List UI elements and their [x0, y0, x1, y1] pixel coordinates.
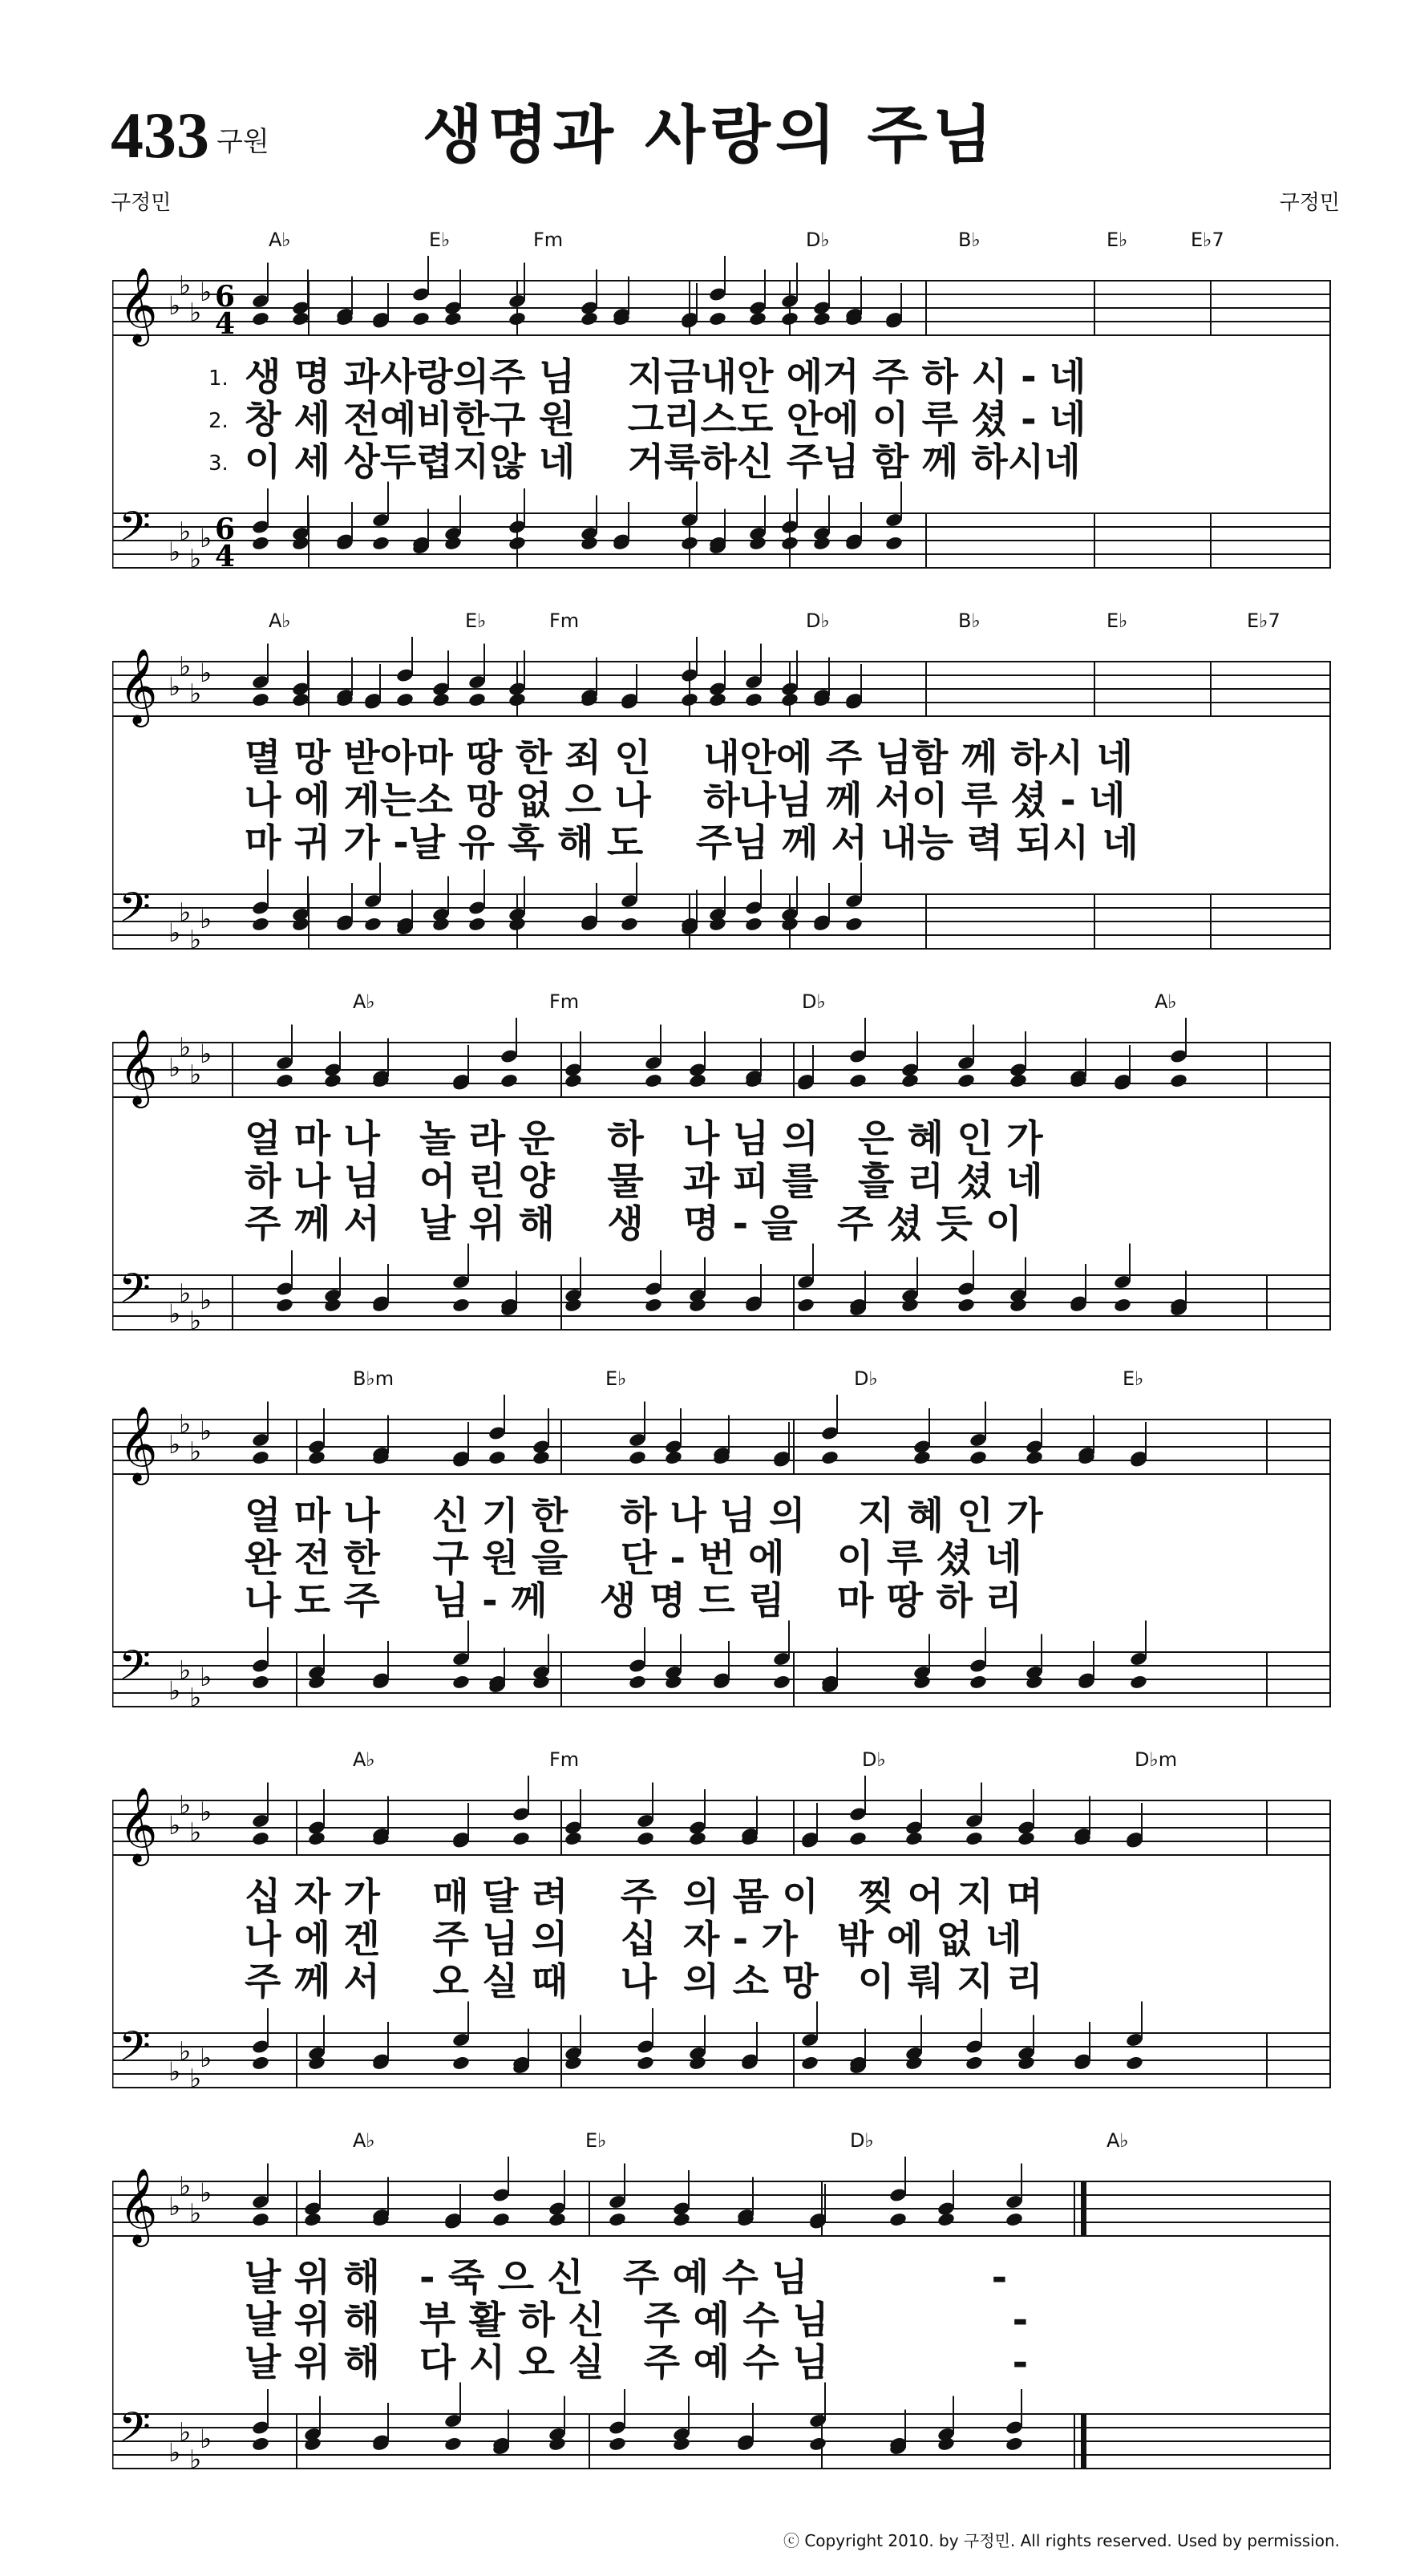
notehead	[744, 916, 763, 932]
lyric-text: 생 명 과사랑의주 님 지금내안 에거 주 하 시 - 네	[245, 355, 1086, 399]
notehead	[508, 692, 527, 708]
notehead	[451, 1674, 471, 1690]
verse-number: 2.	[208, 409, 229, 433]
key-flat-icon: ♭	[189, 2063, 202, 2094]
composer-credit: 구정민	[1279, 191, 1340, 215]
key-flat-icon: ♭	[189, 678, 202, 709]
key-flat-icon: ♭	[168, 2056, 181, 2087]
notehead	[688, 1073, 707, 1089]
copyright-notice: ⓒ Copyright 2010. by 구정민. All rights reserved. Used by permission.	[783, 2531, 1340, 2550]
notehead	[848, 1073, 868, 1089]
notehead	[1005, 2212, 1024, 2228]
chord-symbol: B♭	[958, 610, 981, 632]
key-flat-icon: ♭	[168, 917, 181, 948]
key-flat-icon: ♭	[200, 1662, 212, 1692]
notehead	[708, 692, 727, 708]
key-flat-icon: ♭	[200, 904, 212, 934]
notehead	[780, 535, 799, 551]
key-flat-icon: ♭	[179, 2416, 192, 2448]
music-system	[112, 990, 1331, 1367]
time-signature-denominator: 4	[215, 307, 236, 341]
notehead	[608, 2212, 627, 2228]
bass-clef-icon: 𝄢	[119, 883, 151, 942]
time-signature-numerator: 6	[215, 280, 236, 314]
notehead	[508, 535, 527, 551]
notehead	[275, 1297, 294, 1313]
notehead	[1025, 1450, 1044, 1466]
lyric-text: 나 에 겐 주 님 의 십 자 - 가 밖 에 없 네	[245, 1918, 1022, 1962]
key-flat-icon: ♭	[189, 2444, 202, 2475]
notehead	[411, 311, 431, 327]
chord-symbol: A♭	[1155, 990, 1177, 1013]
music-system	[112, 229, 1331, 606]
notehead	[1005, 2436, 1024, 2452]
lyric-text: 나 도 주 님 - 께 생 명 드 림 마 땅 하 리	[245, 1579, 1022, 1623]
chord-symbol: D♭	[850, 2129, 874, 2152]
notehead	[965, 1831, 984, 1847]
notehead	[251, 1674, 270, 1690]
notehead	[884, 535, 904, 551]
key-flat-icon: ♭	[189, 1817, 202, 1848]
notehead	[580, 311, 599, 327]
treble-clef-icon: 𝄞	[119, 1787, 158, 1863]
chord-symbol: A♭	[269, 229, 291, 251]
bass-clef-icon: 𝄢	[119, 2403, 151, 2461]
treble-clef-icon: 𝄞	[119, 1029, 158, 1105]
key-flat-icon: ♭	[179, 2035, 192, 2067]
chord-symbol: E♭	[1123, 1367, 1144, 1390]
chord-symbol: A♭	[1106, 2129, 1129, 2152]
hymn-category: 구원	[216, 126, 269, 158]
notehead	[965, 2055, 984, 2071]
notehead	[487, 1450, 507, 1466]
key-flat-icon: ♭	[200, 277, 212, 307]
notehead	[672, 2212, 691, 2228]
key-flat-icon: ♭	[168, 1052, 181, 1083]
notehead	[957, 1297, 976, 1313]
key-flat-icon: ♭	[200, 2043, 212, 2073]
key-flat-icon: ♭	[189, 1682, 202, 1713]
notehead	[688, 1831, 707, 1847]
key-flat-icon: ♭	[179, 1408, 192, 1440]
notehead	[251, 1831, 270, 1847]
notehead	[291, 311, 310, 327]
chord-symbol: E♭	[1106, 229, 1128, 251]
notehead	[1009, 1073, 1028, 1089]
key-flat-icon: ♭	[179, 1789, 192, 1821]
treble-clef-icon: 𝄞	[119, 648, 158, 724]
chord-symbol: D♭	[806, 610, 830, 632]
chord-symbol: E♭7	[1247, 610, 1280, 632]
key-flat-icon: ♭	[189, 924, 202, 955]
notehead	[636, 1831, 655, 1847]
key-flat-icon: ♭	[179, 1031, 192, 1063]
chord-symbol: A♭	[353, 990, 375, 1013]
notehead	[620, 916, 639, 932]
music-system	[112, 1748, 1331, 2125]
notehead	[808, 2436, 827, 2452]
lyric-text: 멸 망 받아마 땅 한 죄 인 내안에 주 님함 께 하시 네	[245, 736, 1134, 780]
notehead	[969, 1450, 988, 1466]
notehead	[812, 311, 831, 327]
key-flat-icon: ♭	[168, 1810, 181, 1841]
notehead	[628, 1450, 647, 1466]
key-flat-icon: ♭	[168, 2191, 181, 2222]
key-flat-icon: ♭	[168, 1429, 181, 1460]
chord-symbol: D♭	[854, 1367, 878, 1390]
notehead	[680, 535, 699, 551]
notehead	[251, 2436, 270, 2452]
key-flat-icon: ♭	[179, 650, 192, 682]
lyric-text: 마 귀 가 -날 유 혹 해 도 주님 께 서 내능 력 되시 네	[245, 821, 1139, 865]
notehead	[251, 2055, 270, 2071]
notehead	[323, 1073, 342, 1089]
key-flat-icon: ♭	[179, 897, 192, 928]
music-system	[112, 2129, 1331, 2506]
key-flat-icon: ♭	[200, 1039, 212, 1069]
notehead	[844, 916, 864, 932]
chord-symbol: E♭	[605, 1367, 627, 1390]
notehead	[251, 692, 270, 708]
notehead	[508, 311, 527, 327]
final-barline	[1081, 2181, 1086, 2236]
notehead	[708, 311, 727, 327]
notehead	[937, 2212, 956, 2228]
notehead	[548, 2212, 567, 2228]
chord-symbol: E♭	[429, 229, 451, 251]
notehead	[636, 2055, 655, 2071]
notehead	[628, 1674, 647, 1690]
key-flat-icon: ♭	[179, 516, 192, 547]
notehead	[251, 1450, 270, 1466]
music-system	[112, 610, 1331, 986]
chord-symbol: D♭m	[1135, 1748, 1178, 1771]
time-signature-numerator: 6	[215, 512, 236, 546]
lyric-text: 이 세 상두렵지않 네 거룩하신 주님 함 께 하시네	[245, 440, 1081, 484]
lyric-text: 얼 마 나 신 기 한 하 나 님 의 지 혜 인 가	[245, 1494, 1043, 1538]
notehead	[969, 1674, 988, 1690]
music-system	[112, 1367, 1331, 1744]
notehead	[251, 535, 270, 551]
lyricist-credit: 구정민	[111, 191, 172, 215]
notehead	[796, 1297, 815, 1313]
chord-symbol: D♭	[802, 990, 826, 1013]
lyric-text: 날 위 해 다 시 오 실 주 예 수 님 -	[245, 2341, 1029, 2385]
treble-clef-icon: 𝄞	[119, 2168, 158, 2244]
key-flat-icon: ♭	[168, 671, 181, 702]
chord-symbol: E♭	[585, 2129, 607, 2152]
notehead	[1017, 1831, 1036, 1847]
chord-symbol: E♭	[1106, 610, 1128, 632]
chord-symbol: E♭7	[1191, 229, 1224, 251]
treble-clef-icon: 𝄞	[119, 267, 158, 343]
notehead	[744, 692, 763, 708]
notehead	[371, 535, 390, 551]
notehead	[888, 2212, 908, 2228]
notehead	[512, 1831, 531, 1847]
notehead	[251, 916, 270, 932]
lyric-text: 주 께 서 오 실 때 나 의 소 망 이 뤄 지 리	[245, 1960, 1043, 2004]
notehead	[820, 1450, 839, 1466]
chord-symbol: D♭	[806, 229, 830, 251]
lyric-text: 날 위 해 - 죽 으 신 주 예 수 님 -	[245, 2256, 1008, 2300]
notehead	[291, 692, 310, 708]
notehead	[275, 1073, 294, 1089]
notehead	[1125, 2055, 1144, 2071]
key-flat-icon: ♭	[189, 543, 202, 574]
key-flat-icon: ♭	[200, 658, 212, 688]
notehead	[957, 1073, 976, 1089]
key-flat-icon: ♭	[200, 523, 212, 553]
lyric-text: 주 께 서 날 위 해 생 명 - 을 주 셨 듯 이	[245, 1202, 1022, 1246]
key-flat-icon: ♭	[168, 1675, 181, 1706]
lyric-text: 창 세 전예비한구 원 그리스도 안에 이 루 셨 - 네	[245, 398, 1086, 442]
notehead	[467, 692, 487, 708]
notehead	[900, 1073, 920, 1089]
notehead	[467, 916, 487, 932]
notehead	[532, 1450, 551, 1466]
key-flat-icon: ♭	[200, 2177, 212, 2208]
bass-clef-icon: 𝄢	[119, 2022, 151, 2080]
chord-symbol: B♭m	[353, 1367, 394, 1390]
chord-symbol: A♭	[353, 1748, 375, 1771]
notehead	[664, 1450, 683, 1466]
chord-symbol: D♭	[862, 1748, 886, 1771]
key-flat-icon: ♭	[179, 1278, 192, 1309]
lyric-text: 완 전 한 구 원 을 단 - 번 에 이 루 셨 네	[245, 1537, 1022, 1581]
notehead	[912, 1450, 932, 1466]
notehead	[451, 1297, 471, 1313]
notehead	[1113, 1297, 1132, 1313]
notehead	[443, 2436, 463, 2452]
key-flat-icon: ♭	[189, 297, 202, 328]
chord-symbol: Fm	[533, 229, 564, 251]
lyric-text: 얼 마 나 놀 라 운 하 나 님 의 은 혜 인 가	[245, 1117, 1043, 1161]
key-flat-icon: ♭	[200, 2424, 212, 2454]
lyric-text: 십 자 가 매 달 려 주 의 몸 이 찢 어 지 며	[245, 1875, 1043, 1919]
bass-clef-icon: 𝄢	[119, 1264, 151, 1322]
notehead	[251, 2212, 270, 2228]
notehead	[848, 1831, 868, 1847]
key-flat-icon: ♭	[200, 1285, 212, 1315]
key-flat-icon: ♭	[189, 1436, 202, 1467]
key-flat-icon: ♭	[179, 2170, 192, 2201]
bass-clef-icon: 𝄢	[119, 1641, 151, 1699]
notehead	[564, 1831, 583, 1847]
treble-clef-icon: 𝄞	[119, 1406, 158, 1482]
notehead	[500, 1073, 519, 1089]
verse-number: 3.	[208, 452, 229, 476]
chord-symbol: Fm	[549, 610, 580, 632]
chord-symbol: B♭	[958, 229, 981, 251]
notehead	[904, 1831, 924, 1847]
notehead	[431, 692, 451, 708]
notehead	[644, 1297, 663, 1313]
key-flat-icon: ♭	[189, 1305, 202, 1336]
lyric-text: 하 나 님 어 린 양 물 과 피 를 흘 리 셨 네	[245, 1160, 1043, 1204]
key-flat-icon: ♭	[168, 537, 181, 567]
notehead	[644, 1073, 663, 1089]
lyric-text: 나 에 게는소 망 없 으 나 하나님 께 서이 루 셨 - 네	[245, 779, 1126, 823]
key-flat-icon: ♭	[179, 269, 192, 301]
notehead	[251, 311, 270, 327]
key-flat-icon: ♭	[168, 290, 181, 321]
chord-symbol: A♭	[269, 610, 291, 632]
notehead	[748, 311, 767, 327]
bass-clef-icon: 𝄢	[119, 502, 151, 561]
chord-symbol: Fm	[549, 1748, 580, 1771]
notehead	[363, 916, 382, 932]
notehead	[303, 2212, 322, 2228]
notehead	[780, 692, 799, 708]
key-flat-icon: ♭	[200, 1796, 212, 1827]
notehead	[1169, 1073, 1188, 1089]
notehead	[307, 1450, 326, 1466]
notehead	[443, 311, 463, 327]
time-signature-denominator: 4	[215, 540, 236, 573]
key-flat-icon: ♭	[168, 1298, 181, 1329]
verse-number: 1.	[208, 367, 229, 391]
notehead	[1129, 1674, 1148, 1690]
lyric-text: 날 위 해 부 활 하 신 주 예 수 님 -	[245, 2299, 1029, 2343]
notehead	[800, 2055, 819, 2071]
chord-symbol: Fm	[549, 990, 580, 1013]
key-flat-icon: ♭	[189, 2197, 202, 2229]
notehead	[564, 1073, 583, 1089]
notehead	[772, 1674, 791, 1690]
chord-symbol: A♭	[353, 2129, 375, 2152]
hymn-number: 433	[111, 99, 209, 172]
final-barline	[1081, 2414, 1086, 2469]
notehead	[608, 2436, 627, 2452]
key-flat-icon: ♭	[189, 1059, 202, 1090]
notehead	[780, 311, 799, 327]
notehead	[307, 1831, 326, 1847]
chord-symbol: E♭	[465, 610, 487, 632]
hymn-title: 생명과 사랑의 주님	[422, 99, 998, 172]
notehead	[451, 2055, 471, 2071]
notehead	[395, 692, 415, 708]
notehead	[680, 692, 699, 708]
key-flat-icon: ♭	[179, 1655, 192, 1686]
key-flat-icon: ♭	[200, 1416, 212, 1446]
notehead	[492, 2212, 511, 2228]
key-flat-icon: ♭	[168, 2437, 181, 2468]
